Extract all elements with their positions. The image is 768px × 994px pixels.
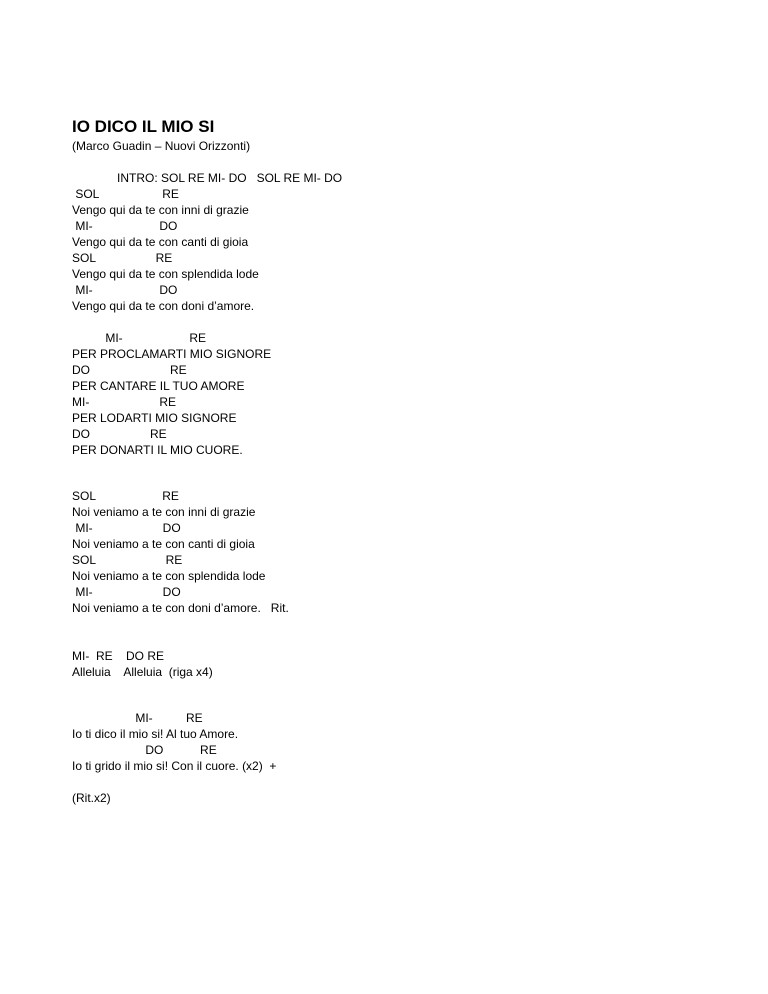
verse1-chords: MI- DO: [72, 219, 178, 233]
verse2-chords: MI- DO: [72, 585, 181, 599]
intro-line: INTRO: SOL RE MI- DO SOL RE MI- DO: [117, 171, 343, 185]
alleluia-chords: MI- RE DO RE: [72, 649, 165, 663]
verse1-chords: SOL RE: [72, 187, 179, 201]
verse1-lyrics: Vengo qui da te con inni di grazie: [72, 203, 249, 217]
verse1-lyrics: Vengo qui da te con canti di gioia: [72, 235, 249, 249]
verse2-chords: SOL RE: [72, 553, 183, 567]
verse2-lyrics: Noi veniamo a te con doni d’amore. Rit.: [72, 601, 289, 615]
verse2-lyrics: Noi veniamo a te con inni di grazie: [72, 505, 256, 519]
bridge-lyrics: Io ti grido il mio si! Con il cuore. (x2) +: [72, 759, 277, 773]
song-title: IO DICO IL MIO SI: [72, 117, 215, 136]
chorus-chords: DO RE: [72, 363, 187, 377]
verse1-lyrics: Vengo qui da te con doni d’amore.: [72, 299, 255, 313]
song-subtitle: (Marco Guadin – Nuovi Orizzonti): [72, 139, 251, 153]
chorus-chords: MI- RE: [72, 395, 177, 409]
chorus-lyrics: PER LODARTI MIO SIGNORE: [72, 411, 237, 425]
verse2-chords: MI- DO: [72, 521, 181, 535]
alleluia-lyrics: Alleluia Alleluia (riga x4): [72, 665, 213, 679]
verse2-lyrics: Noi veniamo a te con canti di gioia: [72, 537, 255, 551]
bridge-chords: DO RE: [72, 743, 217, 757]
chorus-lyrics: PER DONARTI IL MIO CUORE.: [72, 443, 243, 457]
chorus-lyrics: PER CANTARE IL TUO AMORE: [72, 379, 245, 393]
verse2-chords: SOL RE: [72, 489, 179, 503]
chorus-lyrics: PER PROCLAMARTI MIO SIGNORE: [72, 347, 272, 361]
verse1-lyrics: Vengo qui da te con splendida lode: [72, 267, 259, 281]
verse2-lyrics: Noi veniamo a te con splendida lode: [72, 569, 266, 583]
verse1-chords: SOL RE: [72, 251, 173, 265]
bridge-lyrics: Io ti dico il mio si! Al tuo Amore.: [72, 727, 239, 741]
chorus-chords: DO RE: [72, 427, 167, 441]
bridge-chords: MI- RE: [72, 711, 203, 725]
ending-note: (Rit.x2): [72, 791, 111, 805]
chorus-chords: MI- RE: [72, 331, 207, 345]
verse1-chords: MI- DO: [72, 283, 178, 297]
